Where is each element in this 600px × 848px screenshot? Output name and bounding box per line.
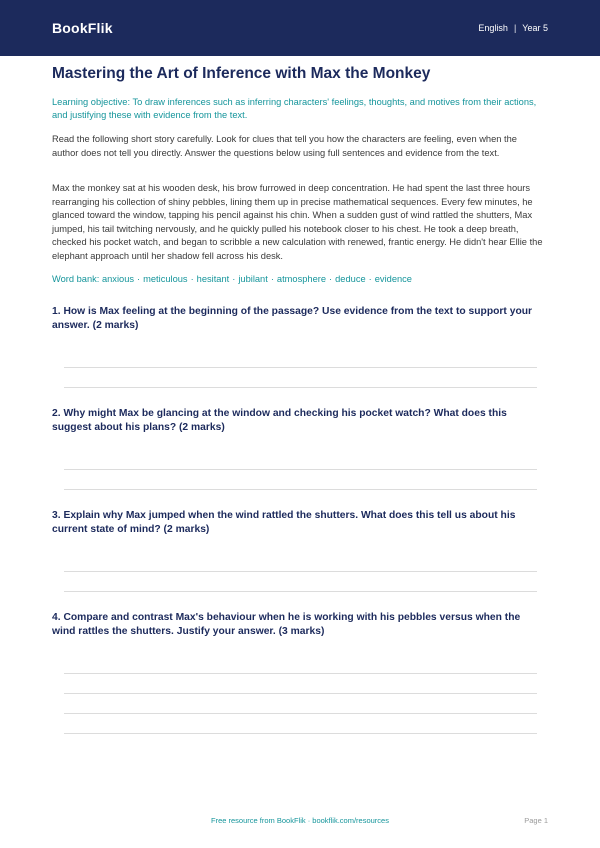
answer-line[interactable] bbox=[64, 489, 537, 490]
story-passage: Max the monkey sat at his wooden desk, his brow furrowed in deep concentration. He had spent the last three hours rearranging his collection of shiny pebbles, lining them up in precise mathematical sequences. Every few minutes, he glanced toward the window, tapping his pencil against his chin. When a sudden gust of wind rattled the shutters, Max jumped, his tail twitching nervously, and he quickly pulled his notebook closer to his chest. He took a deep breath, checked his pocket watch, and began to scribble a new calculation with renewed, frantic energy. He didn't hear Ellie the elephant approach until her shadow fell across his desk. bbox=[52, 183, 543, 261]
answer-line[interactable] bbox=[64, 713, 537, 714]
word-bank-word: atmosphere bbox=[276, 274, 327, 284]
meta-separator: | bbox=[513, 23, 517, 33]
answer-line[interactable] bbox=[64, 387, 537, 388]
word-bank-word: anxious bbox=[101, 274, 135, 284]
header-meta bbox=[478, 23, 548, 33]
word-bank: Word bank: anxious · meticulous · hesitant · jubilant · atmosphere · deduce · evidence bbox=[52, 274, 412, 284]
word-bank-word: evidence bbox=[374, 274, 412, 284]
word-bank-word: meticulous bbox=[143, 274, 188, 284]
question-1: 1. How is Max feeling at the beginning of the passage? Use evidence from the text to support your answer. (2 marks) bbox=[52, 306, 533, 331]
answer-line[interactable] bbox=[64, 591, 537, 592]
answer-line[interactable] bbox=[64, 367, 537, 368]
word-bank-label: Word bank: bbox=[52, 274, 100, 284]
page-footer bbox=[0, 816, 600, 830]
learning-objective: Learning objective: To draw inferences such as inferring characters' feelings, thoughts, and motives from their actions, and justifying these with evidence from the text. bbox=[52, 97, 537, 120]
answer-line[interactable] bbox=[64, 571, 537, 572]
page-header bbox=[0, 0, 600, 56]
word-bank-word: hesitant bbox=[196, 274, 230, 284]
word-bank-word: jubilant bbox=[238, 274, 268, 284]
page-title: Mastering the Art of Inference with Max the Monkey bbox=[52, 65, 431, 82]
subject-label: English bbox=[478, 23, 508, 33]
answer-line[interactable] bbox=[64, 693, 537, 694]
answer-line[interactable] bbox=[64, 469, 537, 470]
word-bank-word: deduce bbox=[335, 274, 366, 284]
question-3: 3. Explain why Max jumped when the wind rattled the shutters. What does this tell us about his current state of mind? (2 marks) bbox=[52, 510, 516, 535]
instructions-paragraph: Read the following short story carefully. Look for clues that tell you how the characters are feeling, even when the author does not tell you directly. Answer the questions below using full sentences and evidence from the text. bbox=[52, 134, 517, 158]
question-4: 4. Compare and contrast Max's behaviour when he is working with his pebbles versus when the wind rattles the shutters. Justify your answer. (3 marks) bbox=[52, 612, 521, 637]
answer-line[interactable] bbox=[64, 673, 537, 674]
year-label: Year 5 bbox=[522, 23, 548, 33]
page-number: Page 1 bbox=[524, 816, 548, 825]
answer-line[interactable] bbox=[64, 733, 537, 734]
question-2: 2. Why might Max be glancing at the window and checking his pocket watch? What does this suggest about his plans? (2 marks) bbox=[52, 408, 507, 433]
footer-source-link[interactable]: Free resource from BookFlik · bookflik.com/resources bbox=[211, 816, 389, 825]
brand-logo: BookFlik bbox=[52, 20, 113, 36]
